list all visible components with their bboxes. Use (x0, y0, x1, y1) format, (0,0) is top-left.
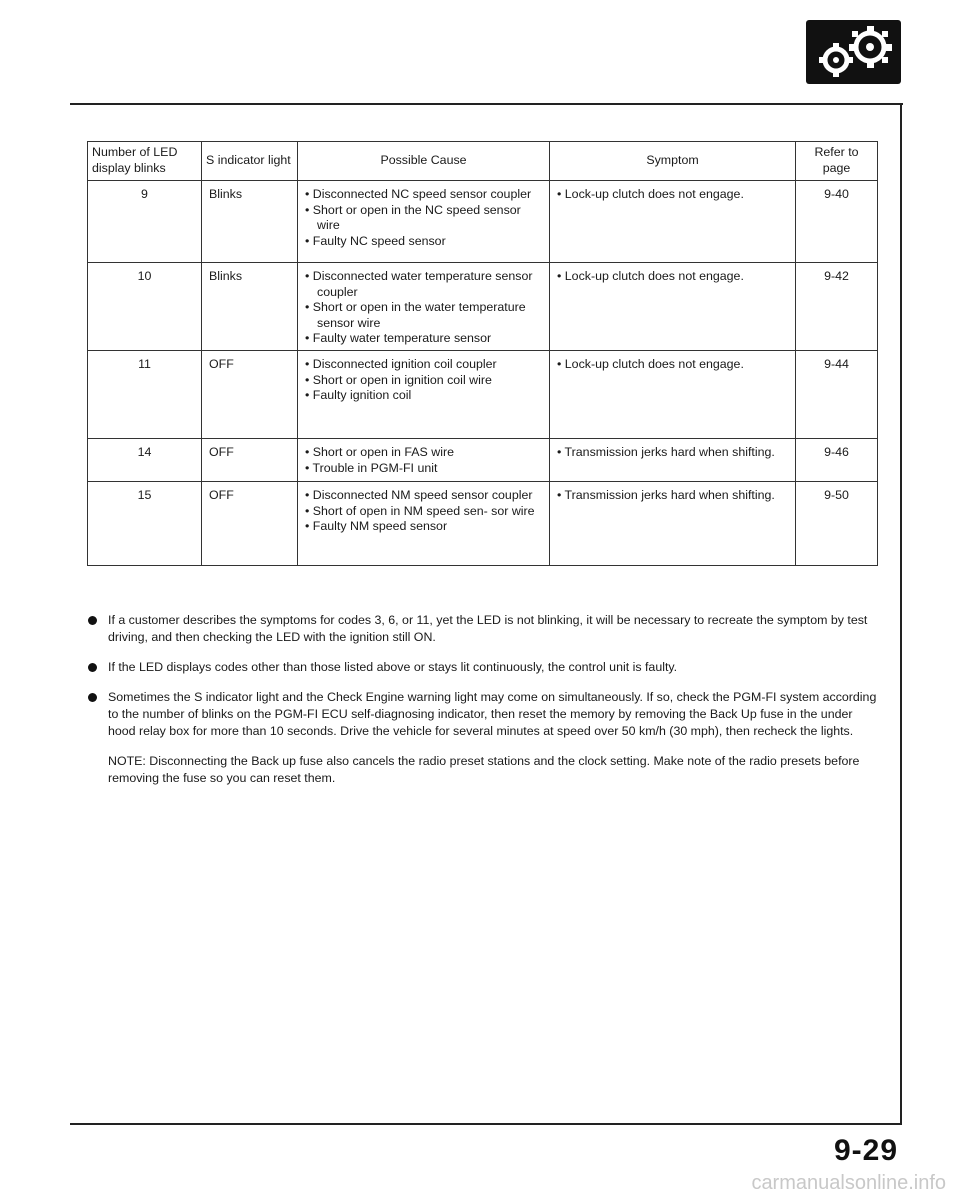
cause-item: • Faulty NM speed sensor (305, 519, 448, 534)
indicator-cell: Blinks (202, 263, 298, 351)
indicator-cell: OFF (202, 350, 298, 438)
header-possible-cause: Possible Cause (298, 142, 550, 181)
indicator-cell: OFF (202, 481, 298, 565)
right-rule (900, 103, 902, 1125)
indicator-cell: OFF (202, 438, 298, 481)
bullet-icon (88, 693, 97, 702)
cause-item: • Disconnected NC speed sensor coupler (305, 187, 532, 201)
symptom-item: • Lock-up clutch does not engage. (557, 187, 744, 201)
page-ref-cell: 9-44 (796, 350, 878, 438)
bullet-icon (88, 663, 97, 672)
blinks-cell: 15 (88, 481, 202, 565)
symptom-item: • Lock-up clutch does not engage. (557, 356, 744, 371)
page-number: 9-29 (833, 1134, 898, 1167)
gears-icon (806, 20, 901, 84)
note-paragraph: NOTE: Disconnecting the Back up fuse also cancels the radio preset stations and the clock setting. Make note of the radio presets before removing the fuse so you can reset them. (108, 754, 860, 785)
page-ref-cell: 9-42 (796, 263, 878, 351)
page-ref-cell: 9-50 (796, 481, 878, 565)
cause-item: • Disconnected ignition coil coupler (305, 356, 497, 371)
bullet-icon (88, 616, 97, 625)
header-symptom: Symptom (550, 142, 796, 181)
cause-cell (298, 263, 550, 351)
table-header-row (88, 142, 878, 181)
symptom-cell (550, 481, 796, 565)
cause-item: • Disconnected water temperature sensor coupler (305, 269, 533, 299)
cause-item: • Short or open in FAS wire (305, 444, 454, 459)
header-led-blinks: Number of LED display blinks (88, 142, 202, 181)
cause-item: • Short or open in the NC speed sensor wire (305, 202, 521, 233)
page-ref-cell: 9-40 (796, 181, 878, 263)
cause-cell (298, 350, 550, 438)
cause-item: • Disconnected NM speed sensor coupler (305, 487, 533, 502)
note-item (84, 659, 880, 676)
table-row (88, 438, 878, 481)
table-row (88, 350, 878, 438)
cause-item: • Short of open in NM speed sen- sor wire (305, 503, 535, 518)
header-refer-to: Refer to page (796, 142, 878, 181)
symptom-item: • Lock-up clutch does not engage. (557, 269, 744, 283)
note-item (84, 612, 880, 646)
cause-item: • Faulty water temperature sensor (305, 331, 492, 346)
cause-item: • Trouble in PGM-FI unit (305, 460, 438, 475)
symptom-item: • Transmission jerks hard when shifting. (557, 444, 775, 459)
symptom-item: • Transmission jerks hard when shifting. (557, 487, 775, 502)
cause-cell (298, 481, 550, 565)
cause-cell (298, 438, 550, 481)
note-text: If the LED displays codes other than those listed above or stays lit continuously, the control unit is faulty. (108, 660, 678, 674)
table-row (88, 263, 878, 351)
note-item (84, 689, 880, 740)
symptom-cell (550, 350, 796, 438)
cause-item: • Short or open in the water temperature sensor wire (305, 300, 526, 330)
cause-item: • Short or open in ignition coil wire (305, 372, 492, 387)
note-text: If a customer describes the symptoms for codes 3, 6, or 11, yet the LED is not blinking, it will be necessary to recreate the symptom by test driving, and then checking the LED with the ignition still ON. (108, 613, 868, 644)
note-text: Sometimes the S indicator light and the Check Engine warning light may come on simultaneously. If so, check the PGM-FI system according to the number of blinks on the PGM-FI ECU self-diagnosing indicator, then reset the memory by removing the Back Up fuse in the under hood relay box for more than 10 seconds. Drive the vehicle for several minutes at speed over 50 km/h (30 mph), then recheck the lights. (108, 690, 877, 738)
cause-item: • Faulty NC speed sensor (305, 233, 446, 248)
top-rule (70, 103, 903, 105)
blinks-cell: 9 (88, 181, 202, 263)
symptom-cell (550, 263, 796, 351)
symptom-cell (550, 181, 796, 263)
bottom-rule (70, 1123, 902, 1125)
blinks-cell: 10 (88, 263, 202, 351)
indicator-cell: Blinks (202, 181, 298, 263)
cause-item: • Faulty ignition coil (305, 388, 412, 403)
watermark: carmanualsonline.info (751, 1172, 946, 1194)
notes-section (84, 612, 880, 787)
page-ref-cell: 9-46 (796, 438, 878, 481)
diagnosis-table (87, 141, 878, 566)
table-row (88, 181, 878, 263)
symptom-cell (550, 438, 796, 481)
cause-cell (298, 181, 550, 263)
table-row (88, 481, 878, 565)
blinks-cell: 11 (88, 350, 202, 438)
header-s-indicator: S indicator light (202, 142, 298, 181)
blinks-cell: 14 (88, 438, 202, 481)
